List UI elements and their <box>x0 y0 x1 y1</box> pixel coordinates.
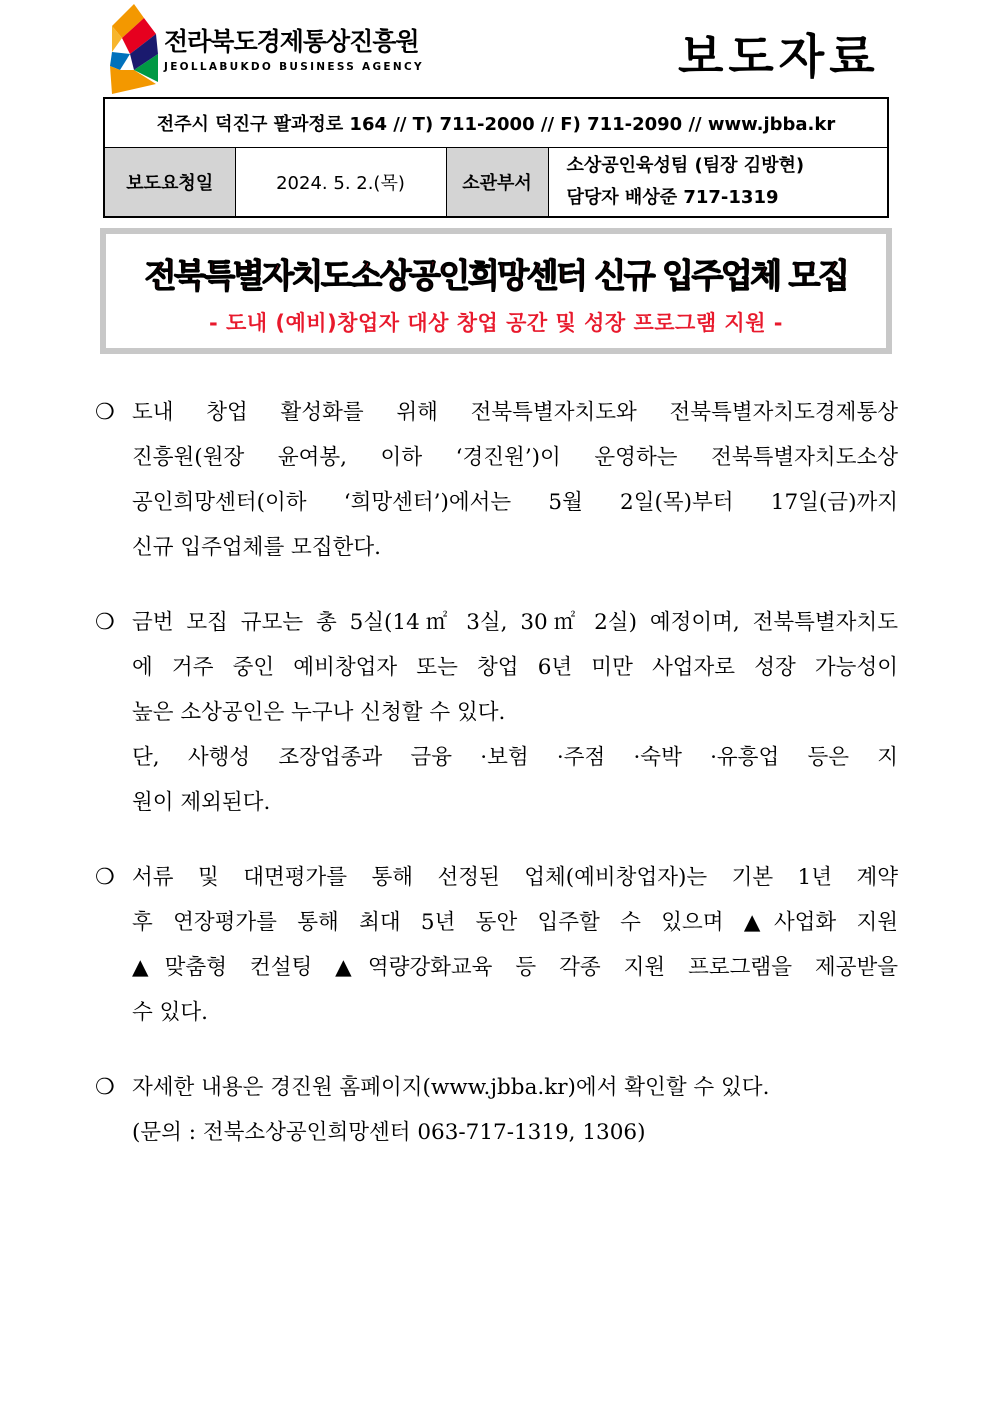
paragraph-line: 에 거주 중인 예비창업자 또는 창업 6년 미만 사업자로 성장 가능성이 <box>132 655 898 680</box>
paragraph-line: 자세한 내용은 경진원 홈페이지(www.jbba.kr)에서 확인할 수 있다. <box>132 1075 770 1100</box>
headline-box <box>100 228 892 354</box>
request-date-value: 2024. 5. 2.(목) <box>235 148 446 218</box>
bullet-circle-icon: ❍ <box>95 610 115 635</box>
agency-name: 전라북도경제통상진흥원 <box>164 27 419 56</box>
body-paragraph <box>95 855 898 1035</box>
press-body <box>95 390 898 1185</box>
bullet-circle-icon: ❍ <box>95 865 115 890</box>
body-paragraph <box>95 1065 898 1155</box>
paragraph-line: 서류 및 대면평가를 통해 선정된 업체(예비창업자)는 기본 1년 계약 <box>132 865 898 890</box>
paragraph-line: 수 있다. <box>132 1000 208 1025</box>
address-line: 전주시 덕진구 팔과정로 164 // T) 711-2000 // F) 711-2090 // www.jbba.kr <box>104 98 888 148</box>
paragraph-line: 금번 모집 규모는 총 5실(14㎡ 3실, 30㎡ 2실) 예정이며, 전북특별자치도 <box>132 610 898 635</box>
paragraph-line: 신규 입주업체를 모집한다. <box>132 535 381 560</box>
body-paragraph <box>95 600 898 825</box>
paragraph-line: 후 연장평가를 통해 최대 5년 동안 입주할 수 있으며 ▲사업화 지원 <box>132 910 898 935</box>
paragraph-line: 원이 제외된다. <box>132 790 271 815</box>
headline-title: 전북특별자치도소상공인희망센터 신규 입주업체 모집 <box>144 256 848 295</box>
agency-name-english: JEOLLABUKDO BUSINESS AGENCY <box>164 61 424 73</box>
agency-logo <box>108 4 438 96</box>
body-paragraph <box>95 390 898 570</box>
request-date-label: 보도요청일 <box>104 148 235 218</box>
paragraph-line: 공인희망센터(이하 ‘희망센터’)에서는 5월 2일(목)부터 17일(금)까지 <box>132 490 898 515</box>
press-info-table <box>103 97 889 218</box>
paragraph-line: 진흥원(원장 윤여봉, 이하 ‘경진원’)이 운영하는 전북특별자치도소상 <box>132 445 898 470</box>
document-type-title: 보도자료 <box>678 30 880 85</box>
department-value <box>548 148 888 218</box>
department-team: 소상공인육성팀 (팀장 김방현) <box>566 155 805 176</box>
paragraph-line: 도내 창업 활성화를 위해 전북특별자치도와 전북특별자치도경제통상 <box>132 400 898 425</box>
paragraph-line: 높은 소상공인은 누구나 신청할 수 있다. <box>132 700 506 725</box>
paragraph-line: ▲맞춤형 컨설팅 ▲역량강화교육 등 각종 지원 프로그램을 제공받을 <box>132 955 898 980</box>
headline-subtitle: - 도내 (예비)창업자 대상 창업 공간 및 성장 프로그램 지원 - <box>208 311 784 335</box>
request-row <box>104 148 888 218</box>
address-row <box>104 98 888 148</box>
department-contact: 담당자 배상준 717-1319 <box>566 187 779 208</box>
bullet-circle-icon: ❍ <box>95 400 115 425</box>
paragraph-line: 단, 사행성 조장업종과 금융 ·보험 ·주점 ·숙박 ·유흥업 등은 지 <box>132 745 898 770</box>
bullet-circle-icon: ❍ <box>95 1075 115 1100</box>
agency-logo-icon <box>108 4 160 96</box>
inquiry-contact: (문의 : 전북소상공인희망센터 063-717-1319, 1306) <box>132 1120 646 1145</box>
department-label: 소관부서 <box>446 148 548 218</box>
